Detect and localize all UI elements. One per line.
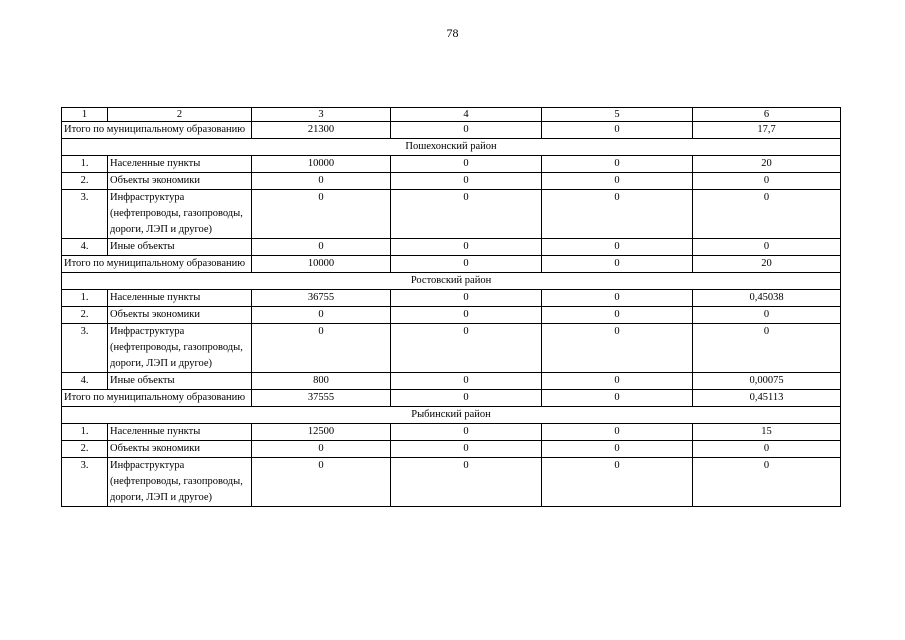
value-col6: 0 bbox=[693, 324, 841, 373]
value-col6: 0 bbox=[693, 458, 841, 507]
value-col6: 20 bbox=[693, 156, 841, 173]
value-col5: 0 bbox=[542, 156, 693, 173]
column-number: 2 bbox=[108, 108, 252, 122]
table-row bbox=[62, 441, 841, 458]
value-col6: 0,45038 bbox=[693, 290, 841, 307]
value-col4: 0 bbox=[391, 307, 542, 324]
section-header-row bbox=[62, 273, 841, 290]
section-header-row bbox=[62, 139, 841, 156]
value-col6: 0 bbox=[693, 190, 841, 239]
row-number: 1. bbox=[62, 424, 108, 441]
total-value-col5: 0 bbox=[542, 390, 693, 407]
row-number: 1. bbox=[62, 290, 108, 307]
value-col4: 0 bbox=[391, 190, 542, 239]
table-row bbox=[62, 173, 841, 190]
value-col6: 0 bbox=[693, 173, 841, 190]
row-label: Объекты экономики bbox=[108, 307, 252, 324]
value-col4: 0 bbox=[391, 458, 542, 507]
table-row bbox=[62, 424, 841, 441]
value-col3: 0 bbox=[252, 441, 391, 458]
column-number: 3 bbox=[252, 108, 391, 122]
column-number-row bbox=[62, 108, 841, 122]
value-col5: 0 bbox=[542, 458, 693, 507]
total-value-col3: 10000 bbox=[252, 256, 391, 273]
table-row bbox=[62, 373, 841, 390]
row-number: 2. bbox=[62, 307, 108, 324]
total-row bbox=[62, 122, 841, 139]
row-number: 4. bbox=[62, 239, 108, 256]
row-number: 3. bbox=[62, 324, 108, 373]
column-number: 5 bbox=[542, 108, 693, 122]
row-label: Инфраструктура (нефтепроводы, газопроводы, дороги, ЛЭП и другое) bbox=[108, 324, 252, 373]
value-col4: 0 bbox=[391, 424, 542, 441]
value-col5: 0 bbox=[542, 373, 693, 390]
total-value-col6: 17,7 bbox=[693, 122, 841, 139]
row-number: 1. bbox=[62, 156, 108, 173]
value-col5: 0 bbox=[542, 239, 693, 256]
value-col4: 0 bbox=[391, 373, 542, 390]
value-col3: 0 bbox=[252, 458, 391, 507]
row-number: 2. bbox=[62, 173, 108, 190]
table-row bbox=[62, 239, 841, 256]
row-label: Иные объекты bbox=[108, 239, 252, 256]
value-col5: 0 bbox=[542, 290, 693, 307]
section-header-row bbox=[62, 407, 841, 424]
value-col5: 0 bbox=[542, 324, 693, 373]
value-col5: 0 bbox=[542, 424, 693, 441]
row-label: Инфраструктура (нефтепроводы, газопроводы, дороги, ЛЭП и другое) bbox=[108, 190, 252, 239]
row-number: 4. bbox=[62, 373, 108, 390]
table-row bbox=[62, 290, 841, 307]
value-col3: 800 bbox=[252, 373, 391, 390]
total-label: Итого по муниципальному образованию bbox=[62, 122, 252, 139]
value-col4: 0 bbox=[391, 441, 542, 458]
value-col5: 0 bbox=[542, 441, 693, 458]
row-label: Инфраструктура (нефтепроводы, газопроводы, дороги, ЛЭП и другое) bbox=[108, 458, 252, 507]
total-value-col5: 0 bbox=[542, 122, 693, 139]
total-row bbox=[62, 390, 841, 407]
value-col4: 0 bbox=[391, 156, 542, 173]
section-title: Ростовский район bbox=[62, 273, 841, 290]
page-number: 78 bbox=[446, 26, 459, 40]
data-table bbox=[61, 107, 841, 507]
total-value-col3: 21300 bbox=[252, 122, 391, 139]
value-col4: 0 bbox=[391, 173, 542, 190]
table-row bbox=[62, 156, 841, 173]
column-number: 6 bbox=[693, 108, 841, 122]
row-label: Населенные пункты bbox=[108, 424, 252, 441]
total-value-col4: 0 bbox=[391, 390, 542, 407]
value-col3: 36755 bbox=[252, 290, 391, 307]
section-title: Рыбинский район bbox=[62, 407, 841, 424]
table-row bbox=[62, 324, 841, 373]
total-value-col3: 37555 bbox=[252, 390, 391, 407]
value-col3: 0 bbox=[252, 307, 391, 324]
column-number: 4 bbox=[391, 108, 542, 122]
value-col6: 15 bbox=[693, 424, 841, 441]
total-label: Итого по муниципальному образованию bbox=[62, 390, 252, 407]
value-col4: 0 bbox=[391, 290, 542, 307]
row-label: Иные объекты bbox=[108, 373, 252, 390]
table-row bbox=[62, 190, 841, 239]
table-row bbox=[62, 458, 841, 507]
value-col4: 0 bbox=[391, 239, 542, 256]
table-row bbox=[62, 307, 841, 324]
value-col3: 12500 bbox=[252, 424, 391, 441]
row-number: 3. bbox=[62, 458, 108, 507]
row-label: Населенные пункты bbox=[108, 290, 252, 307]
row-number: 2. bbox=[62, 441, 108, 458]
value-col6: 0,00075 bbox=[693, 373, 841, 390]
total-label: Итого по муниципальному образованию bbox=[62, 256, 252, 273]
value-col5: 0 bbox=[542, 307, 693, 324]
value-col3: 0 bbox=[252, 239, 391, 256]
total-value-col4: 0 bbox=[391, 256, 542, 273]
value-col5: 0 bbox=[542, 173, 693, 190]
section-title: Пошехонский район bbox=[62, 139, 841, 156]
value-col3: 0 bbox=[252, 324, 391, 373]
row-label: Населенные пункты bbox=[108, 156, 252, 173]
value-col3: 0 bbox=[252, 173, 391, 190]
row-number: 3. bbox=[62, 190, 108, 239]
column-number: 1 bbox=[62, 108, 108, 122]
value-col5: 0 bbox=[542, 190, 693, 239]
total-value-col5: 0 bbox=[542, 256, 693, 273]
total-value-col6: 20 bbox=[693, 256, 841, 273]
total-row bbox=[62, 256, 841, 273]
value-col3: 10000 bbox=[252, 156, 391, 173]
total-value-col4: 0 bbox=[391, 122, 542, 139]
row-label: Объекты экономики bbox=[108, 441, 252, 458]
row-label: Объекты экономики bbox=[108, 173, 252, 190]
total-value-col6: 0,45113 bbox=[693, 390, 841, 407]
value-col6: 0 bbox=[693, 307, 841, 324]
value-col3: 0 bbox=[252, 190, 391, 239]
value-col4: 0 bbox=[391, 324, 542, 373]
value-col6: 0 bbox=[693, 441, 841, 458]
value-col6: 0 bbox=[693, 239, 841, 256]
